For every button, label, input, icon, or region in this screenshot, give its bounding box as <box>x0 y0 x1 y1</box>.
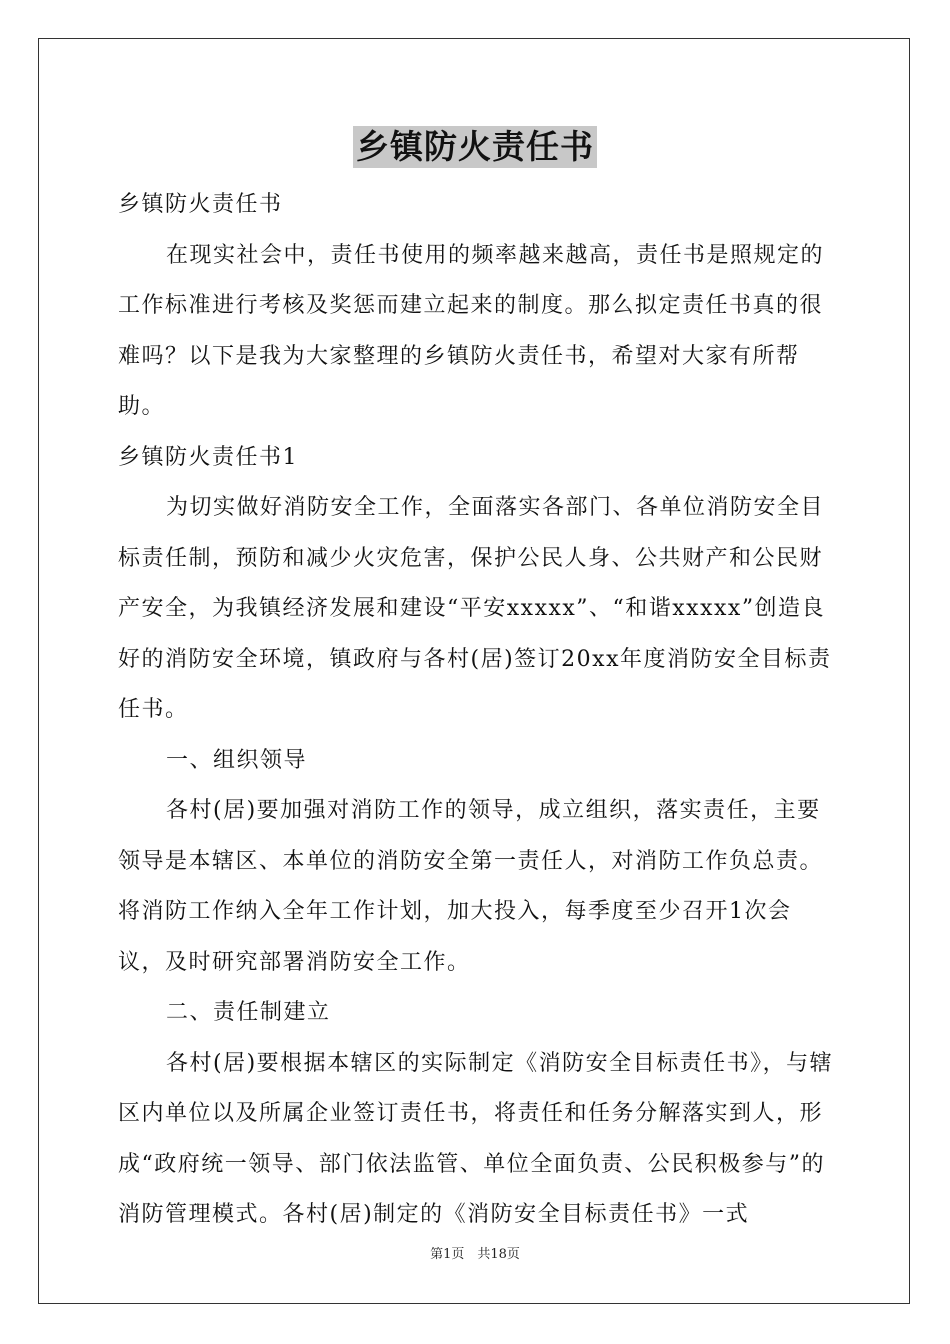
section-heading-1: 乡镇防火责任书1 <box>118 444 298 470</box>
title-wrap <box>0 126 950 168</box>
intro-paragraph: 在现实社会中，责任书使用的频率越来越高，责任书是照规定的工作标准进行考核及奖惩而建立起来的制度。那么拟定责任书真的很难吗？以下是我为大家整理的乡镇防火责任书，希望对大家有所帮助。 <box>118 242 825 419</box>
body-paragraph: 各村(居)要加强对消防工作的领导，成立组织，落实责任，主要领导是本辖区、本单位的消防安全第一责任人，对消防工作负总责。将消防工作纳入全年工作计划，加大投入，每季度至少召开1次会议，及时研究部署消防安全工作。 <box>118 798 824 975</box>
document-title: 乡镇防火责任书 <box>353 126 597 168</box>
section-heading-organization: 一、组织领导 <box>166 747 308 773</box>
body-paragraph: 各村(居)要根据本辖区的实际制定《消防安全目标责任书》，与辖区内单位以及所属企业签订责任书，将责任和任务分解落实到人，形成“政府统一领导、部门依法监管、单位全面负责、公民积极参与”的消防管理模式。各村(居)制定的《消防安全目标责任书》一式 <box>118 1050 834 1227</box>
section-heading-responsibility: 二、责任制建立 <box>166 1000 331 1025</box>
page-footer <box>0 1246 950 1264</box>
document-body <box>118 180 838 1241</box>
page-number: 第1页 共18页 <box>430 1247 520 1262</box>
body-paragraph: 为切实做好消防安全工作，全面落实各部门、各单位消防安全目标责任制，预防和减少火灾危害，保护公民人身、公共财产和公民财产安全，为我镇经济发展和建设“平安xxxxx”、“和谐xxxxx”创造良好的消防安全环境，镇政府与各村(居)签订20xx年度消防安全目标责任书。 <box>118 495 832 722</box>
subtitle-paragraph: 乡镇防火责任书 <box>118 192 283 217</box>
